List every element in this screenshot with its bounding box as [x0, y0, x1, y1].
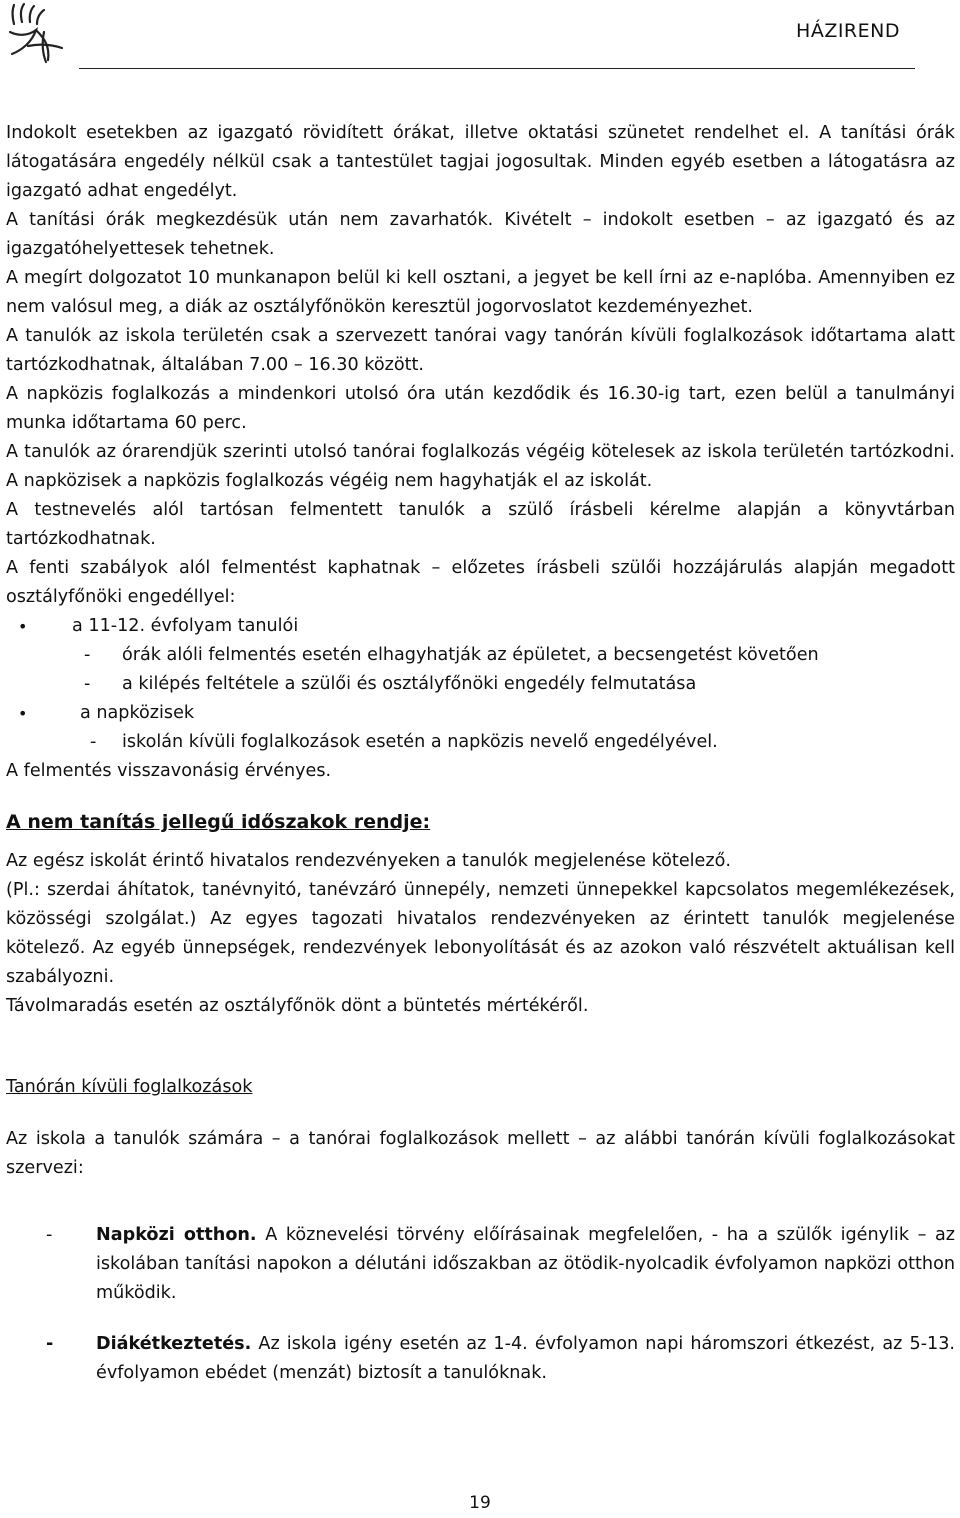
dash-marker: -	[84, 674, 91, 694]
dash-marker: -	[84, 645, 91, 665]
page-number: 19	[469, 1493, 491, 1513]
bullet-marker: •	[18, 704, 28, 723]
header-divider	[79, 68, 915, 69]
bullet-item	[6, 699, 955, 728]
list-item	[6, 1221, 955, 1308]
dash-item	[6, 641, 955, 670]
list-item-title: Napközi otthon.	[96, 1225, 257, 1245]
paragraph: Az iskola a tanulók számára – a tanórai foglalkozások mellett – az alábbi tanórán kívüli foglalkozásokat szervezi:	[6, 1129, 955, 1178]
paragraph: Indokolt esetekben az igazgató rövidített órákat, illetve oktatási szünetet rendelhet el. A tanítási órák látogatására engedély nélkül csak a tantestület tagjai jogosultak. Minden egyéb esetben a látogatásra az igazgató adhat engedélyt.	[6, 123, 955, 201]
bullet-item	[6, 612, 955, 641]
dash-marker: -	[90, 732, 97, 752]
paragraph: A fenti szabályok alól felmentést kaphatnak – előzetes írásbeli szülői hozzájárulás alapján megadott osztályfőnöki engedéllyel:	[6, 558, 955, 607]
handprint-logo-icon	[6, 2, 68, 66]
list-item	[6, 1330, 955, 1388]
dash-text: órák alóli felmentés esetén elhagyhatják az épületet, a becsengetést követően	[122, 645, 819, 665]
bullet-text: a 11-12. évfolyam tanulói	[72, 616, 299, 636]
document-header-title: HÁZIREND	[796, 20, 900, 42]
list-item-title: Diákétkeztetés.	[96, 1334, 252, 1354]
document-body	[6, 119, 955, 1388]
dash-marker: -	[46, 1225, 53, 1245]
paragraph: Az egész iskolát érintő hivatalos rendezvényeken a tanulók megjelenése kötelező.	[6, 851, 731, 871]
dash-item	[6, 728, 955, 757]
paragraph: Távolmaradás esetén az osztályfőnök dönt a büntetés mértékéről.	[6, 996, 589, 1016]
paragraph: (Pl.: szerdai áhítatok, tanévnyitó, tanévzáró ünnepély, nemzeti ünnepekkel kapcsolatos megemlékezések, közösségi szolgálat.) Az egyes tagozati hivatalos rendezvényeken az érintett tanulók megjelenése kötelező. Az egyéb ünnepségek, rendezvények lebonyolítását és az azokon való részvételt aktuálisan kell szabályozni.	[6, 880, 955, 987]
list-item-text: Az iskola igény esetén az 1-4. évfolyamon napi háromszori étkezést, az 5-13. évfolyamon ebédet (menzát) biztosít a tanulóknak.	[96, 1334, 955, 1383]
list-item-text: A köznevelési törvény előírásainak megfelelően, - ha a szülők igénylik – az iskolában tanítási napokon a délutáni időszakban az ötödik-nyolcadik évfolyamon napközi otthon működik.	[96, 1225, 955, 1303]
section-heading: Tanórán kívüli foglalkozások	[6, 1077, 253, 1097]
paragraph: A felmentés visszavonásig érvényes.	[6, 761, 332, 781]
dash-text: a kilépés feltétele a szülői és osztályfőnöki engedély felmutatása	[122, 674, 697, 694]
section-heading: A nem tanítás jellegű időszakok rendje:	[6, 811, 431, 833]
bullet-marker: •	[18, 617, 28, 636]
paragraph: A tanulók az iskola területén csak a szervezett tanórai vagy tanórán kívüli foglalkozások időtartama alatt tartózkodhatnak, általában 7.00 – 16.30 között.	[6, 326, 955, 375]
paragraph: A tanulók az órarendjük szerinti utolsó tanórai foglalkozás végéig kötelesek az iskola területén tartózkodni. A napközisek a napközis foglalkozás végéig nem hagyhatják el az iskolát.	[6, 442, 955, 491]
paragraph: A testnevelés alól tartósan felmentett tanulók a szülő írásbeli kérelme alapján a könyvtárban tartózkodhatnak.	[6, 500, 955, 549]
dash-text: iskolán kívüli foglalkozások esetén a napközis nevelő engedélyével.	[122, 732, 718, 752]
paragraph: A megírt dolgozatot 10 munkanapon belül ki kell osztani, a jegyet be kell írni az e-naplóba. Amennyiben ez nem valósul meg, a diák az osztályfőnökön keresztül jogorvoslatot kezdeményezhet.	[6, 268, 955, 317]
paragraph: A tanítási órák megkezdésük után nem zavarhatók. Kivételt – indokolt esetben – az igazgató és az igazgatóhelyettesek tehetnek.	[6, 210, 955, 259]
bullet-text: a napközisek	[80, 703, 195, 723]
paragraph: A napközis foglalkozás a mindenkori utolsó óra után kezdődik és 16.30-ig tart, ezen belül a tanulmányi munka időtartama 60 perc.	[6, 384, 955, 433]
dash-marker: -	[46, 1334, 54, 1354]
dash-item	[6, 670, 955, 699]
